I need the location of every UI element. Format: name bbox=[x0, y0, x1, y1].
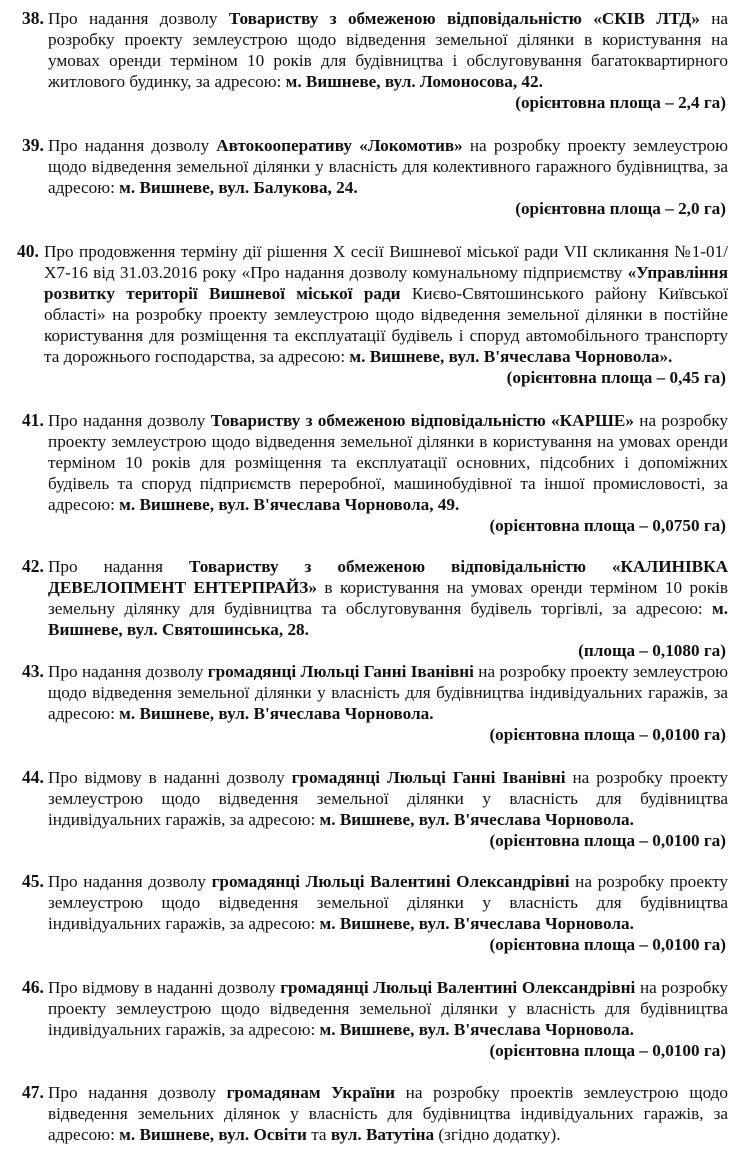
text-run: Про продовження терміну дії рішення Х сесії Вишневої міської ради VII скликання №1-01/Х7-16 від 31.03.2016 року «Про надання дозволу комунальному підприємству bbox=[44, 242, 728, 282]
text-run: на розробку проекту землеустрою щодо відведення земельної ділянки в користування на умовах оренди терміном 10 років для розміщення та експлуатації основних, підсобних і допоміжних будівель та споруд підприємств переробної, машинобудівної та іншої промисловості, за адресою: bbox=[48, 411, 729, 514]
text-run: Про надання дозволу bbox=[48, 1083, 227, 1102]
bold-text-run: громадянці Люльці Ганні Іванівні bbox=[207, 662, 474, 681]
area-note: (орієнтовна площа – 0,0750 га) bbox=[489, 516, 726, 535]
item-number: 41. bbox=[22, 410, 44, 430]
item-number: 40. bbox=[17, 241, 39, 261]
item-text bbox=[48, 410, 728, 515]
decision-item-42 bbox=[0, 556, 750, 661]
bold-text-run: м. Вишневе, вул. В'ячеслава Чорновола. bbox=[119, 704, 434, 723]
bold-text-run: м. Вишневе, вул. Ломоносова, 42. bbox=[285, 72, 543, 91]
bold-text-run: громадянці Люльці Валентині Олександрівні bbox=[211, 872, 570, 891]
area-note: (орієнтовна площа – 0,0100 га) bbox=[489, 935, 726, 954]
area-note: (орієнтовна площа – 0,45 га) bbox=[506, 368, 726, 387]
bold-text-run: м. Вишневе, вул. В'ячеслава Чорновола. bbox=[319, 810, 634, 829]
text-run: Про надання дозволу bbox=[48, 411, 211, 430]
area-note: (орієнтовна площа – 0,0100 га) bbox=[489, 831, 726, 850]
item-number: 42. bbox=[22, 556, 44, 576]
decision-item-39 bbox=[0, 135, 750, 219]
item-text bbox=[48, 767, 728, 830]
bold-text-run: громадянці Люльці Ганні Іванівні bbox=[291, 768, 566, 787]
decision-item-47 bbox=[0, 1082, 750, 1145]
text-run: (згідно додатку). bbox=[434, 1125, 561, 1144]
item-number: 43. bbox=[22, 661, 44, 681]
text-run: Про надання дозволу bbox=[48, 9, 229, 28]
item-text bbox=[48, 556, 728, 640]
text-run: Про надання дозволу bbox=[48, 136, 217, 155]
text-run: та bbox=[306, 1125, 331, 1144]
text-run: на розробку проекту землеустрою щодо відведення земельної ділянки у власність для будівництва індивідуальних гаражів, за адресою: bbox=[48, 872, 729, 933]
text-run: на розробку проектів землеустрою щодо відведення земельних ділянок у власність для будівництва індивідуальних гаражів, за адресою: bbox=[48, 1083, 729, 1144]
area-note: (площа – 0,1080 га) bbox=[578, 641, 726, 660]
decision-item-44 bbox=[0, 767, 750, 851]
text-run: Києво-Святошинського району Київської області» на розробку проекту землеустрою щодо відведення земельної ділянки в постійне користування для розміщення та експлуатації будівель і споруд автомобільного транспорту та дорожнього господарства, за адресою: bbox=[44, 284, 728, 366]
decision-item-45 bbox=[0, 871, 750, 955]
item-number: 47. bbox=[22, 1082, 44, 1102]
text-run: на розробку проекту землеустрою щодо відведення земельної ділянки в користування на умовах оренди терміном 10 років для будівництва і обслуговування багатоквартирного житлового будинку, за адресою: bbox=[48, 9, 729, 91]
text-run: в користування на умовах оренди терміном 10 років земельну ділянку для будівництва та обслуговування будівель торгівлі, за адресою: bbox=[48, 578, 728, 618]
bold-text-run: м. Вишневе, вул. Освіти bbox=[119, 1125, 307, 1144]
item-text bbox=[48, 135, 728, 198]
bold-text-run: Автокооперативу «Локомотив» bbox=[216, 136, 463, 155]
item-number: 45. bbox=[22, 871, 44, 891]
text-run: Про надання дозволу bbox=[48, 872, 212, 891]
decision-item-38 bbox=[0, 8, 750, 113]
text-run: Про відмову в наданні дозволу bbox=[48, 978, 281, 997]
bold-text-run: громадянам України bbox=[226, 1083, 396, 1102]
bold-text-run: громадянці Люльці Валентині Олександрівні bbox=[280, 978, 636, 997]
item-text bbox=[44, 241, 728, 367]
bold-text-run: м. Вишневе, вул. В'ячеслава Чорновола. bbox=[319, 914, 634, 933]
text-run: на розробку проекту землеустрою щодо відведення земельної ділянки у власність для будівництва індивідуальних гаражів, за адресою: bbox=[48, 768, 728, 829]
decision-item-46 bbox=[0, 977, 750, 1061]
area-note: (орієнтовна площа – 2,0 га) bbox=[515, 199, 726, 218]
item-number: 44. bbox=[22, 767, 44, 787]
item-number: 38. bbox=[22, 8, 44, 28]
bold-text-run: м. Вишневе, вул. В'ячеслава Чорновола. bbox=[319, 1020, 634, 1039]
text-run: на розробку проекту землеустрою щодо відведення земельної ділянки у власність для будівництва індивідуальних гаражів, за адресою: bbox=[48, 978, 729, 1039]
item-number: 39. bbox=[22, 135, 44, 155]
item-number: 46. bbox=[22, 977, 44, 997]
item-text bbox=[48, 8, 728, 92]
bold-text-run: Товариству з обмеженою відповідальністю «СКІВ ЛТД» bbox=[228, 9, 700, 28]
decision-item-43 bbox=[0, 661, 750, 745]
text-run: Про відмову в наданні дозволу bbox=[48, 768, 292, 787]
area-note: (орієнтовна площа – 2,4 га) bbox=[515, 93, 726, 112]
area-note: (орієнтовна площа – 0,0100 га) bbox=[489, 1041, 726, 1060]
bold-text-run: м. Вишневе, вул. Святошинська, 28. bbox=[48, 599, 728, 639]
text-run: на розробку проекту землеустрою щодо відведення земельної ділянки у власність для будівництва індивідуальних гаражів, за адресою: bbox=[48, 662, 728, 723]
bold-text-run: м. Вишневе, вул. В'ячеслава Чорновола, 49. bbox=[119, 495, 460, 514]
bold-text-run: вул. Ватутіна bbox=[330, 1125, 435, 1144]
text-run: Про надання дозволу bbox=[48, 662, 208, 681]
item-text bbox=[48, 661, 728, 724]
item-text bbox=[48, 1082, 728, 1145]
bold-text-run: м. Вишневе, вул. Балукова, 24. bbox=[119, 178, 358, 197]
item-text bbox=[48, 977, 728, 1040]
bold-text-run: Товариству з обмеженою відповідальністю «КАЛИНІВКА ДЕВЕЛОПМЕНТ ЕНТЕРПРАЙЗ» bbox=[48, 557, 728, 597]
item-text bbox=[48, 871, 728, 934]
area-note: (орієнтовна площа – 0,0100 га) bbox=[489, 725, 726, 744]
decision-item-40 bbox=[0, 241, 750, 388]
bold-text-run: м. Вишневе, вул. В'ячеслава Чорновола». bbox=[349, 347, 673, 366]
text-run: на розробку проекту землеустрою щодо відведення земельної ділянки у власність для колективного гаражного будівництва, за адресою: bbox=[48, 136, 728, 197]
bold-text-run: Товариству з обмеженою відповідальністю «КАРШЕ» bbox=[210, 411, 634, 430]
bold-text-run: «Управління розвитку території Вишневої міської ради bbox=[44, 263, 728, 303]
text-run: Про надання bbox=[48, 557, 190, 576]
decision-item-41 bbox=[0, 410, 750, 536]
